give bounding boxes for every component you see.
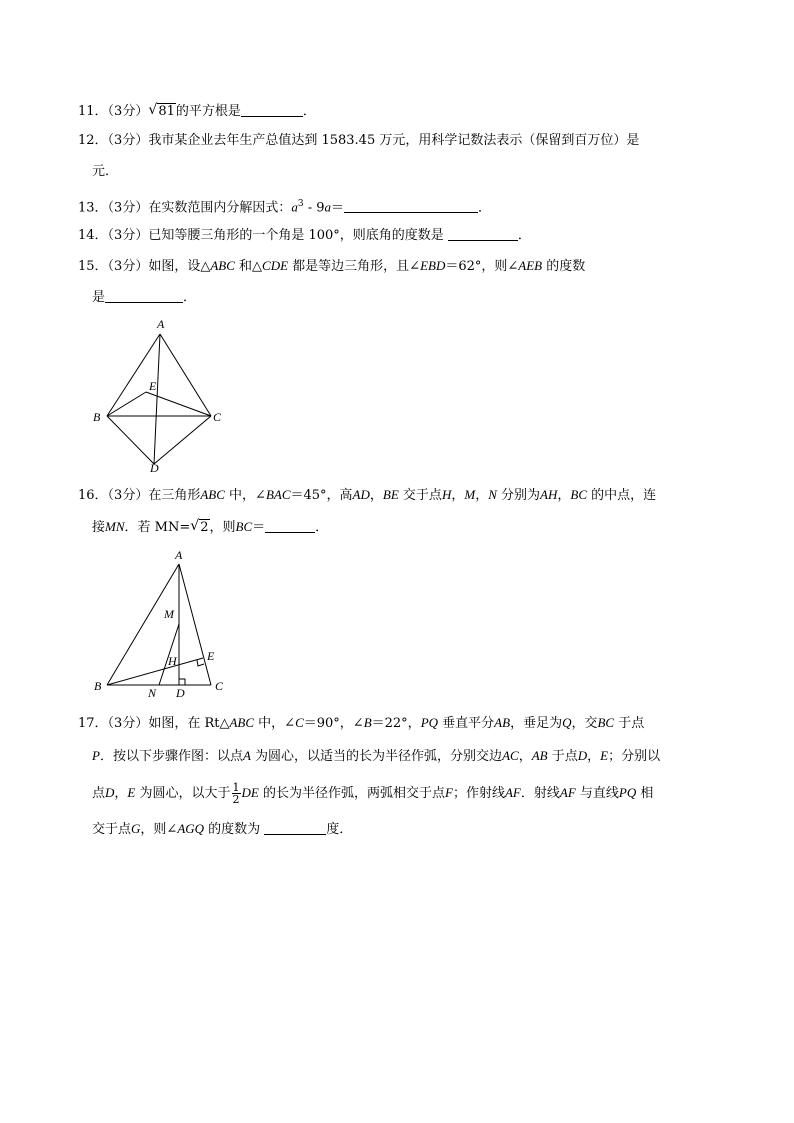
answer-blank-11[interactable]: [241, 104, 303, 117]
question-17: 17．（3分）如图，在 Rt△ABC 中，∠C＝90°，∠B＝22°，PQ 垂直平分AB，垂足为Q，交BC 于点: [78, 715, 645, 731]
fraction-one-half: $\frac{1}{2}$: [232, 781, 240, 806]
label-E: E: [149, 379, 157, 393]
question-12-line2: 元．: [92, 164, 119, 179]
sqrt-81: √ 81: [148, 102, 175, 119]
question-16-line2: 接MN．若 MN= √ 2，则BC＝ ．: [92, 518, 329, 535]
figure-15: [88, 316, 238, 478]
answer-blank-15[interactable]: [105, 290, 183, 303]
label-D: D: [150, 461, 159, 475]
label-E: E: [207, 649, 215, 663]
sqrt-2: √ 2: [190, 518, 209, 535]
label-C: C: [215, 679, 224, 693]
label-D: D: [176, 686, 185, 698]
answer-blank-13[interactable]: [344, 200, 478, 213]
question-13: 13．（3分）在实数范围内分解因式：$a^3 - 9a=$ ．: [78, 199, 492, 216]
label-M: M: [164, 607, 174, 621]
label-B: B: [94, 679, 102, 693]
answer-blank-16[interactable]: [265, 520, 315, 533]
answer-blank-17[interactable]: [264, 822, 326, 835]
label-N: N: [148, 686, 157, 698]
question-11: 11．（3分） √ 81的平方根是 ．: [78, 102, 316, 119]
label-A: A: [175, 548, 183, 562]
question-15: 15．（3分）如图，设△ABC 和△CDE 都是等边三角形，且∠EBD＝62°，则∠AEB 的度数: [78, 258, 586, 274]
label-A: A: [157, 317, 165, 331]
question-14: 14．（3分）已知等腰三角形的一个角是 100°，则底角的度数是 ．: [78, 228, 531, 243]
question-15-line2: 是 ．: [92, 290, 197, 305]
question-16: 16．（3分）在三角形ABC 中，∠BAC＝45°，高AD，BE 交于点H，M，N 分别为AH，BC 的中点，连: [78, 487, 657, 503]
q11-number: 11．（3分）: [78, 104, 149, 119]
answer-blank-14[interactable]: [448, 228, 518, 241]
question-17-line4: 交于点G，则∠AGQ 的度数为 度．: [92, 821, 353, 837]
figure-16: [88, 546, 238, 698]
question-17-line2: P．按以下步骤作图：以点A 为圆心，以适当的长为半径作弧，分别交边AC，AB 于点D，E；分别以: [92, 748, 661, 764]
question-17-line3: 点D，E 为圆心，以大于 $\frac{1}{2}$ DE 的长为半径作弧，两弧相交于点F；作射线AF．射线AF 与直线PQ 相: [92, 781, 654, 806]
label-B: B: [93, 410, 101, 424]
question-12: 12．（3分）我市某企业去年生产总值达到 1583.45 万元，用科学记数法表示（保留到百万位）是: [78, 133, 640, 148]
label-C: C: [213, 410, 222, 424]
label-H: H: [168, 654, 177, 668]
